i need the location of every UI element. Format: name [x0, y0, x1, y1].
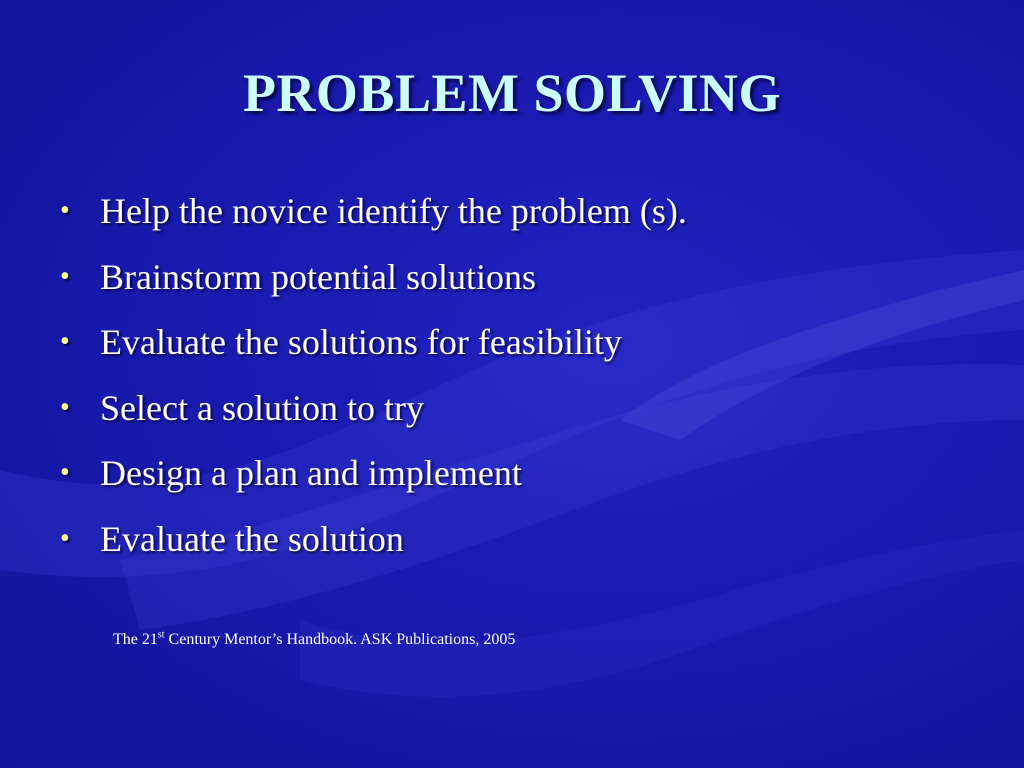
bullet-item [60, 190, 687, 256]
bullet-icon: • [60, 522, 70, 554]
bullet-text: Design a plan and implement [100, 453, 522, 493]
bullet-text: Evaluate the solutions for feasibility [100, 322, 622, 362]
bullet-icon: • [60, 260, 70, 292]
bullet-icon: • [60, 457, 70, 488]
bullet-text: Select a solution to try [100, 387, 424, 428]
citation-prefix: The 21 [113, 631, 158, 648]
bullet-icon: • [60, 195, 70, 226]
bullet-item [60, 387, 687, 453]
bullet-item [60, 256, 687, 322]
citation-suffix: Century Mentor’s Handbook. ASK Publications, 2005 [164, 631, 516, 648]
bullet-item [60, 452, 687, 518]
slide-title: PROBLEM SOLVING [242, 63, 782, 123]
bullet-list [60, 190, 687, 583]
bullet-icon: • [60, 326, 70, 357]
bullet-icon: • [60, 391, 70, 423]
bullet-text: Brainstorm potential solutions [100, 256, 536, 297]
bullet-text: Evaluate the solution [100, 518, 404, 559]
bullet-item [60, 518, 687, 584]
bullet-text: Help the novice identify the problem (s). [100, 191, 687, 231]
citation [113, 631, 515, 649]
citation-superscript: st [157, 629, 165, 641]
bullet-item [60, 321, 687, 387]
